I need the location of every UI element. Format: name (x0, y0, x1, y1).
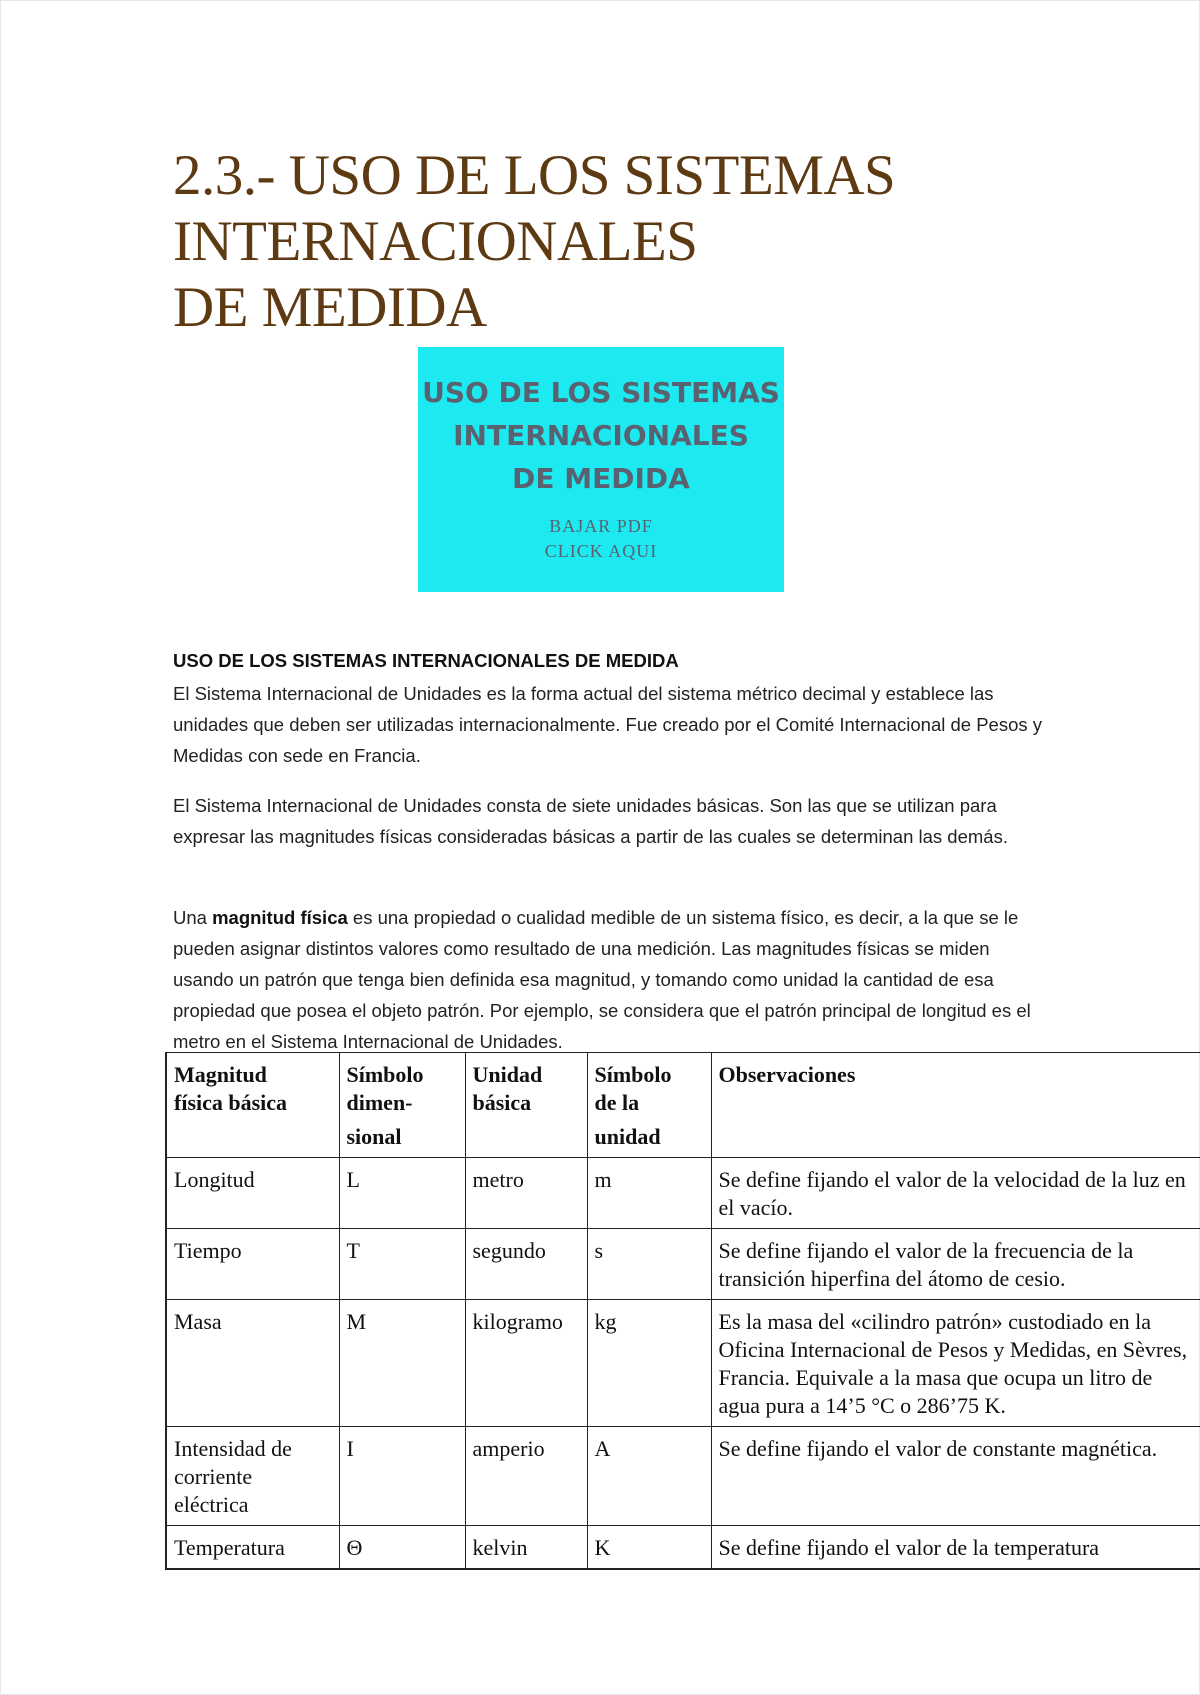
cell-simbolo-unidad: A (587, 1427, 711, 1526)
section-heading: USO DE LOS SISTEMAS INTERNACIONALES DE MEDIDA (173, 650, 679, 671)
cell-simbolo-unidad: kg (587, 1300, 711, 1427)
table-row (166, 1158, 1200, 1229)
cell-simbolo-unidad: s (587, 1229, 711, 1300)
header-unidad: Unidad básica (465, 1053, 587, 1158)
cell-magnitud: Intensidad de corriente eléctrica (166, 1427, 339, 1526)
paragraph-3-rest: es una propiedad o cualidad medible de un sistema físico, es decir, a la que se le pueden asignar distintos valores como resultado de una medición. Las magnitudes físicas se miden usando un patrón que tenga bien definida esa magnitud, y tomando como unidad la cantidad de esa propiedad que posea el objeto patrón. Por ejemplo, se considera que el patrón principal de longitud es el metro en el Sistema Internacional de Unidades. (173, 907, 1031, 1052)
cell-unidad: kelvin (465, 1526, 587, 1570)
cell-observaciones: Se define fijando el valor de constante magnética. (711, 1427, 1200, 1526)
table-row (166, 1526, 1200, 1570)
cell-magnitud: Masa (166, 1300, 339, 1427)
banner-download-link[interactable]: BAJAR PDF CLICK AQUI (544, 516, 658, 561)
cell-observaciones: Se define fijando el valor de la frecuencia de la transición hiperfina del átomo de cesio. (711, 1229, 1200, 1300)
cell-simbolo-dimensional: Θ (339, 1526, 465, 1570)
cell-simbolo-dimensional: I (339, 1427, 465, 1526)
paragraph-2: El Sistema Internacional de Unidades consta de siete unidades básicas. Son las que se utilizan para expresar las magnitudes físicas consideradas básicas a partir de las cuales se determinan las demás. (173, 795, 1008, 847)
cell-unidad: segundo (465, 1229, 587, 1300)
si-units-table (165, 1052, 1200, 1570)
cell-unidad: metro (465, 1158, 587, 1229)
cell-observaciones: Se define fijando el valor de la temperatura (711, 1526, 1200, 1570)
paragraph-3-bold-term: magnitud física (212, 907, 348, 928)
cell-unidad: amperio (465, 1427, 587, 1526)
cell-magnitud: Longitud (166, 1158, 339, 1229)
paragraph-3 (173, 902, 1053, 1057)
cell-simbolo-dimensional: T (339, 1229, 465, 1300)
cell-magnitud: Temperatura (166, 1526, 339, 1570)
cell-simbolo-unidad: m (587, 1158, 711, 1229)
table-row (166, 1427, 1200, 1526)
cell-unidad: kilogramo (465, 1300, 587, 1427)
title-line-3: DE MEDIDA (173, 276, 487, 339)
header-simbolo-unidad: Símbolo de la unidad (587, 1053, 711, 1158)
paragraph-1: El Sistema Internacional de Unidades es la forma actual del sistema métrico decimal y establece las unidades que deben ser utilizadas internacionalmente. Fue creado por el Comité Internacional de Pesos y Medidas con sede en Francia. (173, 683, 1043, 766)
cell-simbolo-dimensional: L (339, 1158, 465, 1229)
cell-simbolo-dimensional: M (339, 1300, 465, 1427)
download-pdf-banner[interactable] (418, 347, 784, 592)
table-row (166, 1229, 1200, 1300)
header-observaciones: Observaciones (711, 1053, 1200, 1158)
banner-title: USO DE LOS SISTEMAS INTERNACIONALES DE MEDIDA (422, 376, 780, 495)
header-magnitud: Magnitud física básica (166, 1053, 339, 1158)
header-simbolo-dimensional: Símbolo dimen- sional (339, 1053, 465, 1158)
title-line-1: 2.3.- USO DE LOS SISTEMAS (173, 144, 896, 207)
cell-observaciones: Se define fijando el valor de la velocidad de la luz en el vacío. (711, 1158, 1200, 1229)
cell-magnitud: Tiempo (166, 1229, 339, 1300)
paragraph-3-lead: Una (173, 907, 213, 928)
table-header-row (166, 1053, 1200, 1158)
table-row (166, 1300, 1200, 1427)
title-line-2: INTERNACIONALES (173, 210, 698, 273)
cell-observaciones: Es la masa del «cilindro patrón» custodiado en la Oficina Internacional de Pesos y Medidas, en Sèvres, Francia. Equivale a la masa que ocupa un litro de agua pura a 14’5 °C o 286’75 K. (711, 1300, 1200, 1427)
cell-simbolo-unidad: K (587, 1526, 711, 1570)
page-title (173, 143, 1093, 341)
